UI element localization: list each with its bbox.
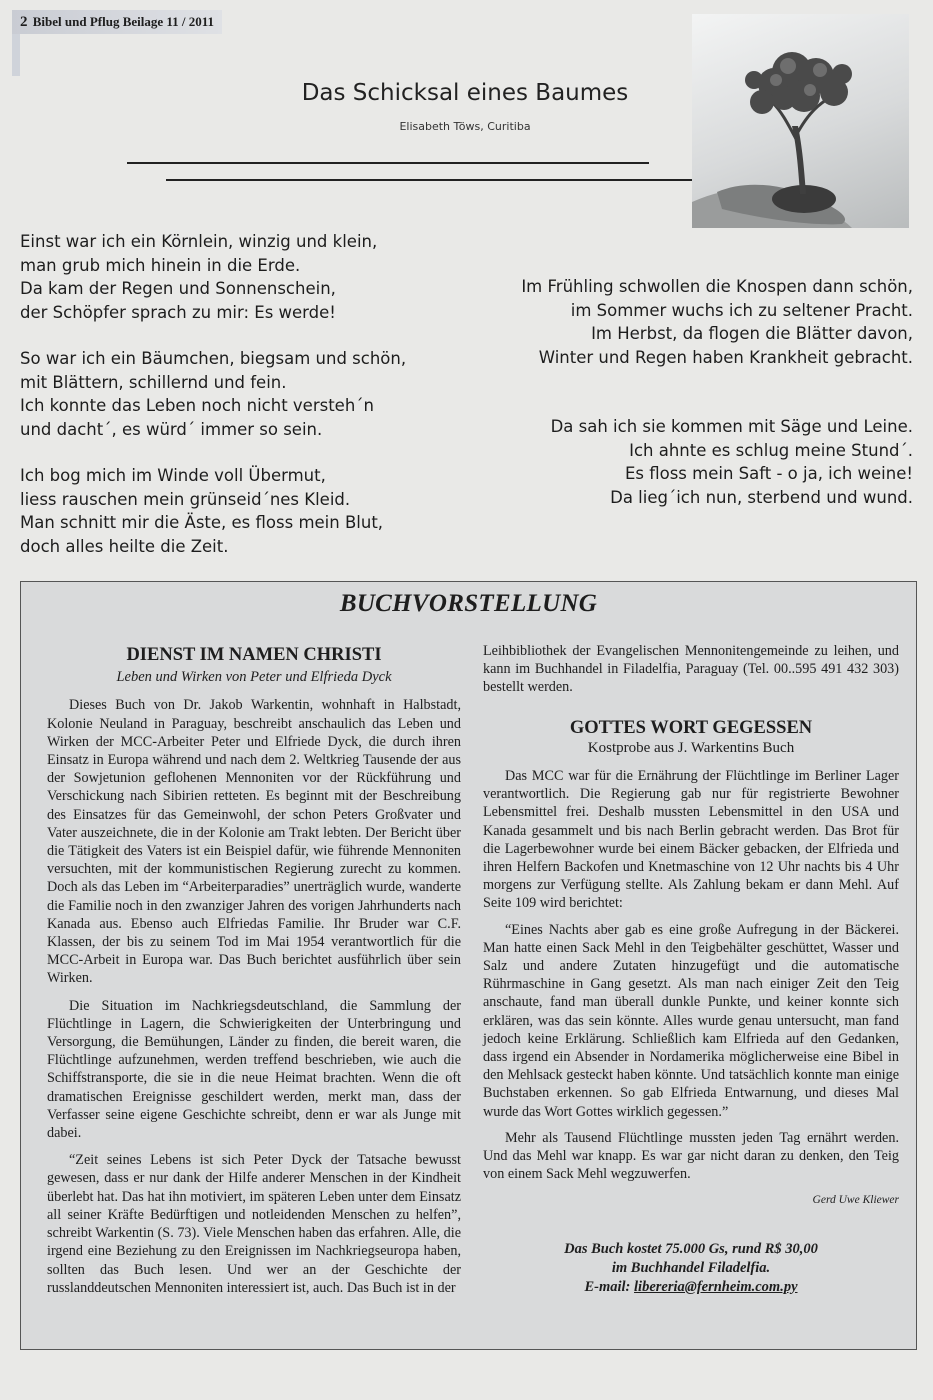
excerpt-paragraph: Das MCC war für die Ernährung der Flüchtlinge im Berliner Lager verantwortlich. Die Regierung gab nur für registrierte Bewohner Lebensmittel frei. Deshalb mussten Lebensmittel in den USA und Kanada gesammelt und bis nach Berlin gebracht werden. Das Brot für die Lagerbewohner wurde bei einem Bäcker gebacken, der Elfrieda und ihren Helfern Backofen und Knetmaschine von 12 Uhr nachts bis 4 Uhr morgens zur Verfügung stellte. Als Zahlung bekam er dann Mehl. Auf Seite 109 wird berichtet: (483, 768, 899, 912)
edge-marker (12, 34, 20, 76)
poem-line: mit Blättern, schillernd und fein. (20, 372, 287, 392)
review-right-column (483, 642, 899, 1297)
book-subheading: Leben und Wirken von Peter und Elfrieda Dyck (116, 669, 392, 686)
poem-line: Man schnitt mir die Äste, es floss mein Blut, (20, 513, 384, 532)
poem-line: So war ich ein Bäumchen, biegsam und schön, (20, 349, 407, 368)
price-line: im Buchhandel Filadelfia. (611, 1259, 771, 1276)
publication-name: Bibel und Pflug Beilage 11 / 2011 (32, 14, 215, 29)
excerpt-quote: “Eines Nachts aber gab es eine große Aufregung in der Bäckerei. Man hatte einen Sack Mehl in den Teigbehälter geschüttet, Wasser und Salz und andere Zutaten hinzugefügt und die automatische Rührmaschine in Gang gesetzt. Als man nach einiger Zeit den Teig anschaute, fand man überall dunkle Punkte, und keiner konnte sich erklären, was das sein könnte. Alles wurde genau untersucht, man fand jedoch keine Erklärung. Schließlich kam Elfrieda auf den Gedanken, dass irgend ein Absender in Nordamerika möglicherweise eine Bibel in den Mehlsack gesteckt haben könnte. Und tatsächlich konnte man einige Buchstaben erkennen. So gab Elfrieda Entwarnung, und dieses Mal wurde das Wort Gottes wirklich gegessen.” (483, 921, 899, 1120)
review-continuation: Leihbibliothek der Evangelischen Mennonitengemeinde zu leihen, und kann im Buchhandel in Filadelfia, Paraguay (Tel. 00..595 491 432 303) bestellt werden. (483, 643, 899, 696)
excerpt-heading: GOTTES WORT GEGESSEN (569, 717, 813, 738)
poem-line: im Sommer wuchs ich zu seltener Pracht. (570, 300, 913, 320)
page-number: 2 (20, 14, 28, 30)
poem-right-column (521, 275, 913, 509)
poem-line: Einst war ich ein Körnlein, winzig und klein, (20, 232, 378, 251)
poem-left-column (20, 230, 406, 558)
poem-line: Ich bog mich im Winde voll Übermut, (20, 466, 326, 485)
signature: Gerd Uwe Kliewer (812, 1194, 899, 1207)
poem-line: Da kam der Regen und Sonnenschein, (20, 279, 336, 298)
excerpt-subheading: Kostprobe aus J. Warkentins Buch (587, 739, 795, 756)
poem-line: Winter und Regen haben Krankheit gebracht. (538, 347, 913, 367)
poem-line: Im Frühling schwollen die Knospen dann schön, (521, 277, 913, 296)
title-rule-lower (166, 179, 692, 181)
price-info (483, 1240, 899, 1297)
book-heading: DIENST IM NAMEN CHRISTI (126, 645, 382, 665)
poem-line: Da lieg´ich nun, sterbend und wund. (610, 487, 913, 507)
email-label: E-mail: (584, 1278, 631, 1295)
review-paragraph: “Zeit seines Lebens ist sich Peter Dyck der Tatsache bewusst gewesen, dass er nur dank der Hilfe anderer Menschen in der Kindheit überlebt hat. Das hat ihn motiviert, im späteren Leben unter dem Einsatz all seiner Kräfte Bedürftigen und notleidenden Menschen zu helfen”, schreibt Warkentin (S. 73). Viele Menschen haben das erfahren. Alle, die irgend eine Beziehung zu den Ereignissen im Nachkriegseuropa haben, sollten das Buch lesen. Und wer an der Geschichte der russlanddeutschen Mennoniten interessiert ist, auch. Das Buch ist in der (47, 1152, 461, 1296)
tree-illustration (692, 14, 909, 228)
poem-line: Es floss mein Saft - o ja, ich weine! (624, 464, 913, 483)
excerpt-paragraph: Mehr als Tausend Flüchtlinge mussten jeden Tag ernährt werden. Und das Mehl war knapp. Es war gar nicht daran zu denken, den Teig von einem Sack Mehl wegzuwerfen. (483, 1129, 899, 1183)
review-left-column (47, 646, 461, 1297)
poem-line: Im Herbst, da flogen die Blätter davon, (591, 324, 913, 343)
poem-author: Elisabeth Töws, Curitiba (399, 120, 531, 133)
poem-title: Das Schicksal eines Baumes (301, 80, 629, 106)
book-section-title: BUCHVORSTELLUNG (339, 590, 598, 617)
tree-in-hand-photo (692, 14, 909, 228)
title-rule-upper (127, 162, 649, 164)
poem-line: liess rauschen mein grünseid´nes Kleid. (20, 489, 351, 509)
price-line: Das Buch kostet 75.000 Gs, rund R$ 30,00 (564, 1240, 818, 1257)
email-line (483, 1278, 899, 1297)
review-paragraph: Dieses Buch von Dr. Jakob Warkentin, wohnhaft in Halbstadt, Kolonie Neuland in Paraguay, beschreibt anschaulich das Leben und Wirken der MCC-Arbeiter Peter und Elfriede Dyck, die durch ihren Einsatz in Europa während und nach dem 2. Weltkrieg Tausende der aus der Sowjetunion geflohenen Mennoniten vor der Rückführung und Verschickung nach Sibirien retteten. Es beginnt mit der Beschreibung des Einsatzes für das Gemeinwohl, der schon Peters Großvater und Vater auszeichnete, die in der Kolonie am Trakt lebten. Der Bericht über die Tätigkeit des Vaters ist ein Beispiel dafür, wie führende Mennoniten versuchten, mit der kommunistischen Regierung zurecht zu kommen. Doch als das Leben im “Arbeiterparadies” unerträglich wurde, wanderte die Familie noch in den zwanziger Jahren des vorigen Jahrhunderts nach Kanada aus. Ebenso auch Elfriedas Familie. Ihr Bruder war C.F. Klassen, der bis zu seinem Tod im Mai 1954 verantwortlich für die MCC-Arbeit in Europa war. Das Buch berichtet ausführlich über sein Wirken. (47, 697, 461, 987)
poem-line: doch alles heilte die Zeit. (20, 536, 229, 556)
page-header (12, 10, 222, 34)
review-paragraph: Die Situation im Nachkriegsdeutschland, die Sammlung der Flüchtlinge in Lagern, die Schwierigkeiten der Unterbringung und Versorgung, die Bemühungen, Länder zu finden, die bereit waren, die Flüchtlinge aufzunehmen, werden treffend beschrieben, wie auch die Schiffstransporte, die sie in die neue Heimat brachten. Wenn die oft dramatischen Ereignisse geschildert werden, merkt man, dass der Verfasser seine eigene Geschichte schreibt, denn er war als Junge mit dabei. (47, 997, 461, 1142)
book-review-box (20, 581, 917, 1350)
poem-line: Da sah ich sie kommen mit Säge und Leine. (550, 417, 913, 436)
poem-line: und dacht´, es würd´ immer so sein. (20, 419, 323, 439)
poem-line: man grub mich hinein in die Erde. (20, 255, 301, 275)
email-link[interactable]: libereria@fernheim.com.py (634, 1278, 798, 1295)
poem-line: Ich konnte das Leben noch nicht versteh´n (20, 396, 374, 415)
poem-line: der Schöpfer sprach zu mir: Es werde! (20, 302, 336, 322)
poem-line: Ich ahnte es schlug meine Stund´. (629, 440, 913, 460)
